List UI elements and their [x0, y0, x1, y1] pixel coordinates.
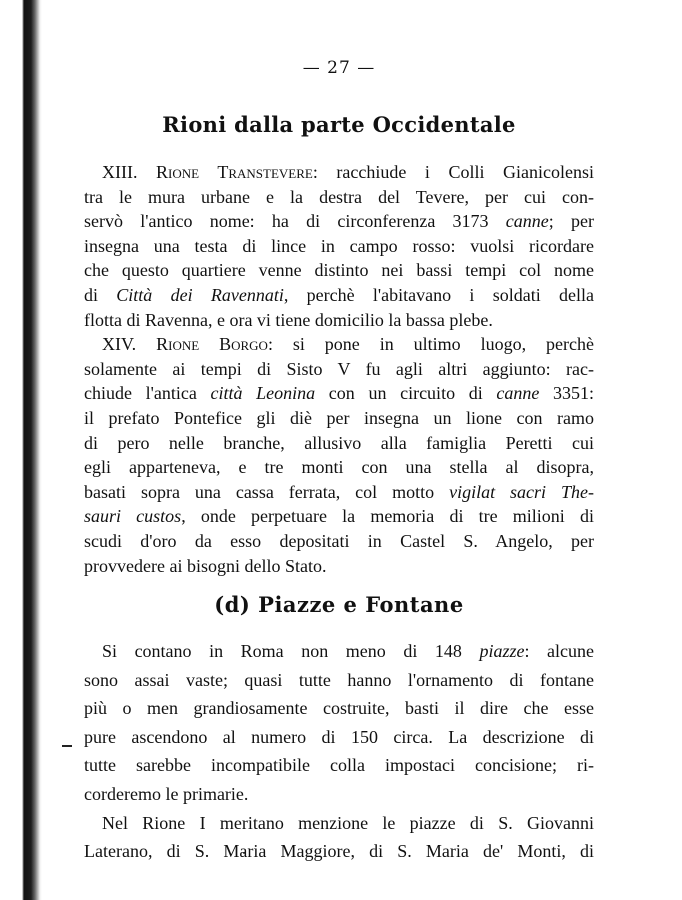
- text-line: [84, 234, 594, 259]
- text-run: tutte sarebbe incompatibile colla impostaci concisione; ri-: [84, 755, 594, 776]
- text-line: [84, 837, 594, 866]
- text-run: che questo quartiere venne distinto nei bassi tempi col nome: [84, 260, 594, 281]
- text-run: XIV.: [102, 334, 157, 355]
- text-line: [84, 209, 594, 234]
- scan-binding-edge: [0, 0, 42, 900]
- book-page: [84, 0, 594, 900]
- text-line: [84, 308, 594, 333]
- text-run: egli apparteneva, e tre monti con una stella al disopra,: [84, 457, 594, 478]
- text-line: [84, 431, 594, 456]
- text-line: [84, 455, 594, 480]
- text-line: [84, 160, 594, 185]
- text-line: [84, 529, 594, 554]
- text-run: più o men grandiosamente costruite, basti il dire che esse: [84, 698, 594, 719]
- text-line: [84, 809, 594, 838]
- text-line: [84, 554, 594, 579]
- text-run: con un circuito di: [315, 383, 497, 404]
- italic-term: piazze: [479, 641, 525, 661]
- text-run: sono assai vaste; quasi tutte hanno l'ornamento di fontane: [84, 669, 594, 690]
- text-run: di pero nelle branche, allusivo alla famiglia Peretti cui: [84, 432, 594, 453]
- text-run: : si pone in ultimo luogo, perchè: [267, 334, 594, 355]
- text-line: [84, 332, 594, 357]
- text-line: [84, 780, 594, 809]
- text-run: di: [84, 284, 117, 305]
- text-run: : alcune: [524, 641, 594, 661]
- text-line: [84, 283, 594, 308]
- text-run: 3351:: [539, 383, 594, 404]
- text-run: flotta di Ravenna, e ora vi tiene domicilio la bassa plebe.: [84, 309, 493, 330]
- scan-margin-mark: [62, 745, 72, 747]
- text-run: , perchè l'abitavano i soldati della: [283, 284, 594, 305]
- text-run: servò l'antico nome: ha di circonferenza 3173: [84, 211, 506, 232]
- text-line: [84, 723, 594, 752]
- section-heading-piazze: (d) Piazze e Fontane: [214, 592, 464, 617]
- rione-name: Rione Transtevere: [156, 162, 313, 182]
- text-line: [84, 406, 594, 431]
- text-run: insegna una testa di lince in campo rosso: vuolsi ricordare: [84, 235, 594, 256]
- text-line: [84, 357, 594, 382]
- italic-term: vigilat sacri The-: [449, 481, 594, 502]
- italic-term: canne: [496, 383, 540, 404]
- page-number: — 27 —: [302, 58, 376, 78]
- italic-term: sauri custos: [84, 506, 182, 527]
- text-run: basati sopra una cassa ferrata, col motto: [84, 481, 450, 502]
- italic-term: città Leonina: [210, 383, 316, 404]
- text-line: [84, 185, 594, 210]
- text-run: scudi d'oro da esso depositati in Castel S. Angelo, per: [84, 530, 594, 551]
- text-run: : racchiude i Colli Gianicolensi: [312, 162, 594, 182]
- text-run: Nel Rione I meritano menzione le piazze di S. Giovanni: [102, 812, 594, 833]
- text-run: Si contano in Roma non meno di 148: [102, 641, 480, 661]
- text-line: [84, 381, 594, 406]
- section-heading-rioni: Rioni dalla parte Occidentale: [162, 112, 516, 137]
- rioni-text-block: [84, 160, 594, 578]
- text-run: Laterano, di S. Maria Maggiore, di S. Maria de' Monti, di: [84, 841, 594, 862]
- text-run: corderemo le primarie.: [84, 783, 249, 804]
- piazze-text-block: [84, 637, 594, 866]
- text-run: XIII.: [102, 162, 157, 182]
- text-run: tra le mura urbane e la destra del Tevere, per cui con-: [84, 186, 594, 207]
- text-run: provvedere ai bisogni dello Stato.: [84, 555, 327, 576]
- italic-term: Città dei Ravennati: [116, 284, 284, 305]
- text-run: solamente ai tempi di Sisto V fu agli altri aggiunto: rac-: [84, 358, 594, 379]
- rione-name: Rione Borgo: [156, 334, 268, 355]
- text-run: chiude l'antica: [84, 383, 211, 404]
- text-run: , onde perpetuare la memoria di tre milioni di: [181, 506, 594, 527]
- italic-term: canne: [505, 211, 549, 232]
- text-run: ; per: [548, 211, 594, 232]
- text-line: [84, 666, 594, 695]
- text-run: il prefato Pontefice gli diè per insegna un lione con ramo: [84, 407, 594, 428]
- text-run: pure ascendono al numero di 150 circa. La descrizione di: [84, 726, 594, 747]
- text-line: [84, 694, 594, 723]
- text-line: [84, 504, 594, 529]
- text-line: [84, 480, 594, 505]
- text-line: [84, 258, 594, 283]
- text-line: [84, 751, 594, 780]
- text-line: [84, 637, 594, 666]
